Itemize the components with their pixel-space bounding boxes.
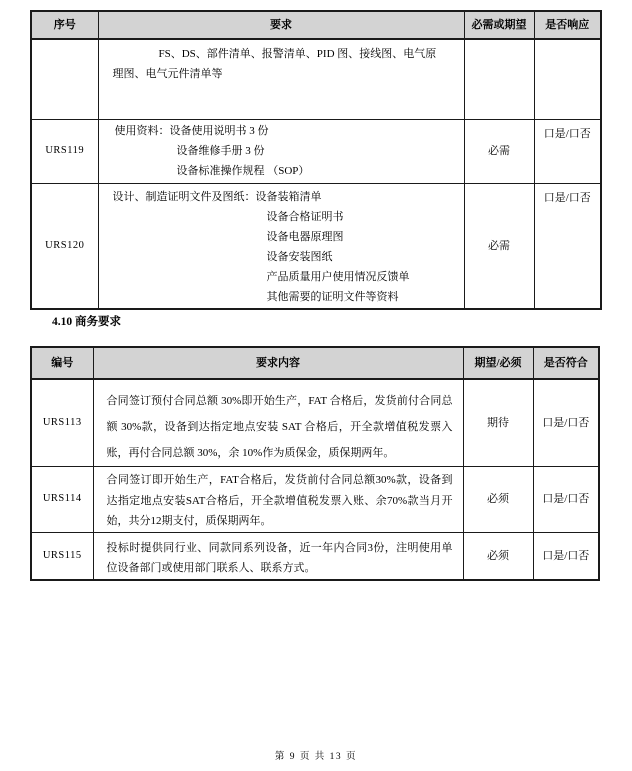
- table-row-urs115: [31, 532, 599, 580]
- requirement-cell: [93, 467, 463, 533]
- necessity-cell: 期待: [463, 379, 533, 467]
- requirement-line: 使用资料：设备使用说明书 3 份: [114, 124, 269, 137]
- requirement-text: 投标时提供同行业、同款同系列设备，近一年内合同3份，注明使用单位设备部门或使用部门联系人、联系方式。: [106, 541, 453, 574]
- necessity-cell: [464, 39, 534, 119]
- header-cell-seq: 序号: [31, 11, 98, 39]
- requirement-cell: [98, 39, 464, 119]
- table-row-urs113: [31, 379, 599, 467]
- page-number: 第 9 页 共 13 页: [274, 752, 358, 762]
- requirement-cell: [98, 183, 464, 309]
- necessity-cell: 必须: [463, 467, 533, 533]
- requirement-line: 设备维修手册 3 份: [176, 144, 265, 157]
- table-row-urs114: [31, 467, 599, 533]
- requirement-line: 产品质量用户使用情况反馈单: [266, 270, 410, 283]
- commercial-table-header-row: [31, 347, 599, 379]
- seq-cell: URS115: [31, 532, 93, 580]
- seq-cell: URS113: [31, 379, 93, 467]
- requirement-cell: [93, 379, 463, 467]
- requirement-line: 设备标准操作规程 （SOP）: [176, 164, 310, 177]
- seq-cell: URS114: [31, 467, 93, 533]
- response-cell: 口是/口否: [533, 467, 599, 533]
- necessity-cell: 必需: [464, 119, 534, 183]
- response-cell: 口是/口否: [533, 532, 599, 580]
- response-cell: 口是/口否: [534, 183, 601, 309]
- section-title: 4.10 商务要求: [52, 316, 121, 328]
- seq-cell: URS119: [31, 119, 98, 183]
- requirement-text: 合同签订预付合同总额 30%即开始生产，FAT 合格后，发货前付合同总额 30%款，设备到达指定地点安装 SAT 合格后，开全款增值税发票入账，再付合同总额 30%，余 10%作为质保金，质保期两年。: [106, 395, 453, 459]
- requirement-cell: [98, 119, 464, 183]
- header-cell-seq: 编号: [31, 347, 93, 379]
- requirement-line: 设备安装图纸: [266, 250, 333, 263]
- table-row-continuation: [31, 39, 601, 119]
- requirement-line: 设备电器原理图: [266, 230, 344, 243]
- requirement-line: 理图、电气元件清单等: [112, 68, 223, 80]
- table-row-urs120: [31, 183, 601, 309]
- necessity-cell: 必须: [463, 532, 533, 580]
- requirements-table-header-row: [31, 11, 601, 39]
- seq-cell: [31, 39, 98, 119]
- seq-cell: URS120: [31, 183, 98, 309]
- response-cell: 口是/口否: [534, 119, 601, 183]
- requirement-cell: [93, 532, 463, 580]
- necessity-cell: 必需: [464, 183, 534, 309]
- requirement-text: 合同签订即开始生产，FAT合格后，发货前付合同总额30%款，设备到达指定地点安装SAT合格后，开全款增值税发票入账、余70%款当月开始，共分12期支付，质保期两年。: [106, 474, 453, 527]
- header-cell-requirement: 要求内容: [93, 347, 463, 379]
- response-cell: [534, 39, 601, 119]
- requirement-line: FS、DS、部件清单、报警清单、PID 图、接线图、电气原: [158, 48, 437, 60]
- requirement-line: 其他需要的证明文件等资料: [266, 290, 399, 303]
- table-row-urs119: [31, 119, 601, 183]
- header-cell-necessity: 期望/必须: [463, 347, 533, 379]
- header-cell-requirement: 要求: [98, 11, 464, 39]
- requirement-line: 设计、制造证明文件及图纸：设备装箱清单: [112, 190, 322, 203]
- header-cell-response: 是否响应: [534, 11, 601, 39]
- header-cell-response: 是否符合: [533, 347, 599, 379]
- response-cell: 口是/口否: [533, 379, 599, 467]
- requirement-line: 设备合格证明书: [266, 210, 344, 223]
- commercial-table: [30, 346, 600, 581]
- requirements-table: [30, 10, 602, 310]
- header-cell-necessity: 必需或期望: [464, 11, 534, 39]
